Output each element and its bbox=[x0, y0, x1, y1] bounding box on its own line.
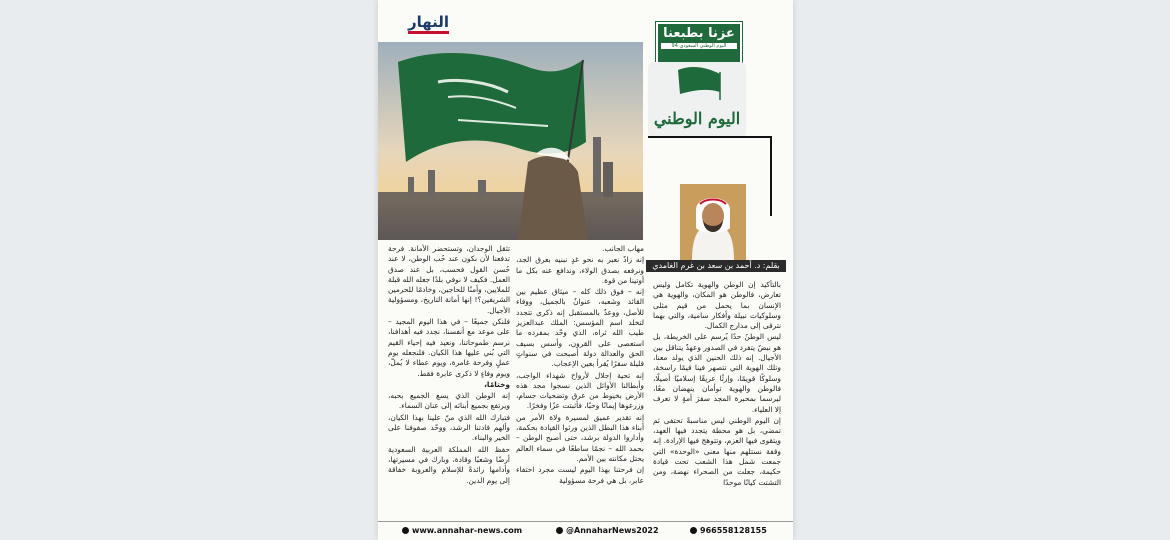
national-day-badge bbox=[656, 22, 742, 66]
author-photo bbox=[680, 184, 746, 260]
paragraph: إنه تقدير عميق لمسيرة ولاة الأمر من أبناء هذا البطل الذين ورثوا القيادة بحكمة، وأداروا الدولة برشد، حتى أصبح الوطن – بحمد الله – نجمًا ساطعًا في سماء العالم يحتل مكانته بين الأمم. bbox=[516, 412, 644, 463]
x-icon bbox=[556, 527, 563, 534]
paragraph: ليس الوطنُ حدًا يُرسم على الخريطة، بل هو نبضٌ يتفرد في الصدور وعهدٌ يتناقل بين الأجيال. إنه ذلك الحنين الذي يولد معنا، وتلك الهوية التي تتصهر فينا قيمًا راسخة، وسلوكًا قويمًا، وإرثًا عريقًا إسلاميًا أصيلًا، فالوطن والهوية توأمان ينهضان معًا، ليرسما بمحبرة المجد سفرَ أمةٍ لا تعرف إلا العلياء. bbox=[653, 332, 781, 414]
paragraph: تثقل الوجدان، وتستحضر الأمانة. فرحة تدفعنا لأن نكون عند حُب الوطن، لا عند حُسن القول فحسب، بل عند صدق العمل. فكيف لا نوفي بلدًا جعله الله قبلة للملايين، وأمنًا للحاجين، وخادمًا للحرمين الشريفين؟! إنها أمانة التاريخ، ومسؤولية الأجيال. bbox=[388, 244, 510, 315]
text-column-right bbox=[653, 280, 781, 510]
page-footer bbox=[378, 521, 793, 540]
paragraph: إن اليوم الوطني ليس مناسبةً تحتفى ثم تمضي، بل هو محطة يتجدد فيها العهد، ويتقوى فيها العزم، وتتوهج فيها الإرادة. إنه وقفة نستلهم منها معنى «الوحدة» التي جمعت شمل هذا الشعب تحت قيادة حكيمة، جعلت من الصحراء نهضة، ومن التشتت كيانًا موحدًا bbox=[653, 415, 781, 487]
website-link[interactable]: www.annahar-news.com bbox=[402, 526, 522, 535]
badge-subtitle: اليوم الوطني السعودي 94 bbox=[661, 43, 737, 49]
paragraph: إنه – فوق ذلك كله – ميثاق عظيم بين القائد وشعبه، عنوانٌ بالجميل، ووفاء للأصل، ووعدٌ بالمستقبل إنه ذكرى تتجدد لتخلد اسم المؤسس: الملك عبدالعزيز طيب الله ثراه، الذي وحّد بمفرده ما استعصى على القرون، وأسس بسيف الحق والعدالة دولة أصبحت في سنواتٍ قليلة سفرًا يُقرأ بعين الإعجاب. bbox=[516, 287, 644, 369]
twitter-handle[interactable]: @AnnaharNews2022 bbox=[556, 526, 659, 535]
flag-skyline-illustration bbox=[378, 42, 643, 240]
paragraph: إن فرحتنا بهذا اليوم ليست مجرد احتفاء عابر، بل هي فرحة مسؤولية bbox=[516, 465, 644, 485]
paragraph: إنه الوطن الذي يسع الجميع بحبه، ويرتفع بجميع أبنائه إلى عنان السماء. bbox=[388, 391, 510, 411]
paragraph: إنه زادٌ نعبر به نحو غدٍ نبنيه بعرق الجد، ونرفعه بصدق الولاء، وندافع عنه بكل ما أوتينا من قوة. bbox=[516, 255, 644, 285]
globe-icon bbox=[402, 527, 409, 534]
paragraph: فلنكن جميعًا – في هذا اليوم المجيد – على موعد مع أنفسنا، نجدد فيه أهدافنا، نرسم طموحاتنا، ونعيد فيه إحياء القيم التي بُني عليها هذا الكيان. فلنجعله يوم عملٍ وفرحة غامرة، ويوم عطاء لا يُملّ، ويوم وفاءٍ لا ذكرى عابرة فقط. bbox=[388, 317, 510, 378]
whatsapp-icon bbox=[690, 527, 697, 534]
whatsapp-number[interactable]: 966558128155 bbox=[690, 526, 767, 535]
badge-title: عزنا بطبعنا bbox=[663, 26, 735, 41]
paragraph: حفظ الله المملكة العربية السعودية أرضًا وشعبًا وقادة، وبارك في مسيرتها، وأدامها رائدةً للإسلام والعروبة خفاقة إلى يوم الدين. bbox=[388, 444, 510, 485]
emblem-illustration bbox=[648, 62, 746, 138]
author-byline: بقلم: د. أحمد بن سعد بن غرم الغامدي bbox=[646, 260, 786, 272]
paragraph: بالتأكيد إن الوطن والهوية تكامل وليس تعارض، فالوطن هو المكان، والهوية هي الإنسان بما يحمل من قيم مثلى وسلوكيات نبيلة وأفكار سامية، والتي بهما نترقى إلى مدارج الكمال. bbox=[653, 280, 781, 331]
paragraph-heading: وختامًا، bbox=[484, 379, 510, 389]
hero-image bbox=[378, 42, 643, 240]
author-portrait bbox=[680, 184, 746, 260]
paragraph: فتبارك الله الذي منّ علينا بهذا الكيان، وألهم قادتنا الرشد، ووحّد صفوفنا على الخير والبناء. bbox=[388, 412, 510, 443]
paragraph: مهاب الجانب. bbox=[602, 244, 644, 253]
text-column-left bbox=[388, 244, 510, 512]
paragraph: إنه تحية إجلال لأرواح شهداء الواجب، وأبطالنا الأوائل الذين نسجوا مجد هذه الأرض بخيوط من عرق وتضحيات جسام، وزرعوها إيمانًا وحبًا، فأثبتت عزًا وفخرًا. bbox=[516, 370, 644, 411]
newspaper-logo: النهار bbox=[408, 14, 449, 34]
magazine-page bbox=[378, 0, 793, 540]
national-day-emblem bbox=[648, 62, 746, 138]
emblem-text: اليوم الوطني bbox=[653, 109, 741, 128]
text-column-middle bbox=[516, 244, 644, 512]
